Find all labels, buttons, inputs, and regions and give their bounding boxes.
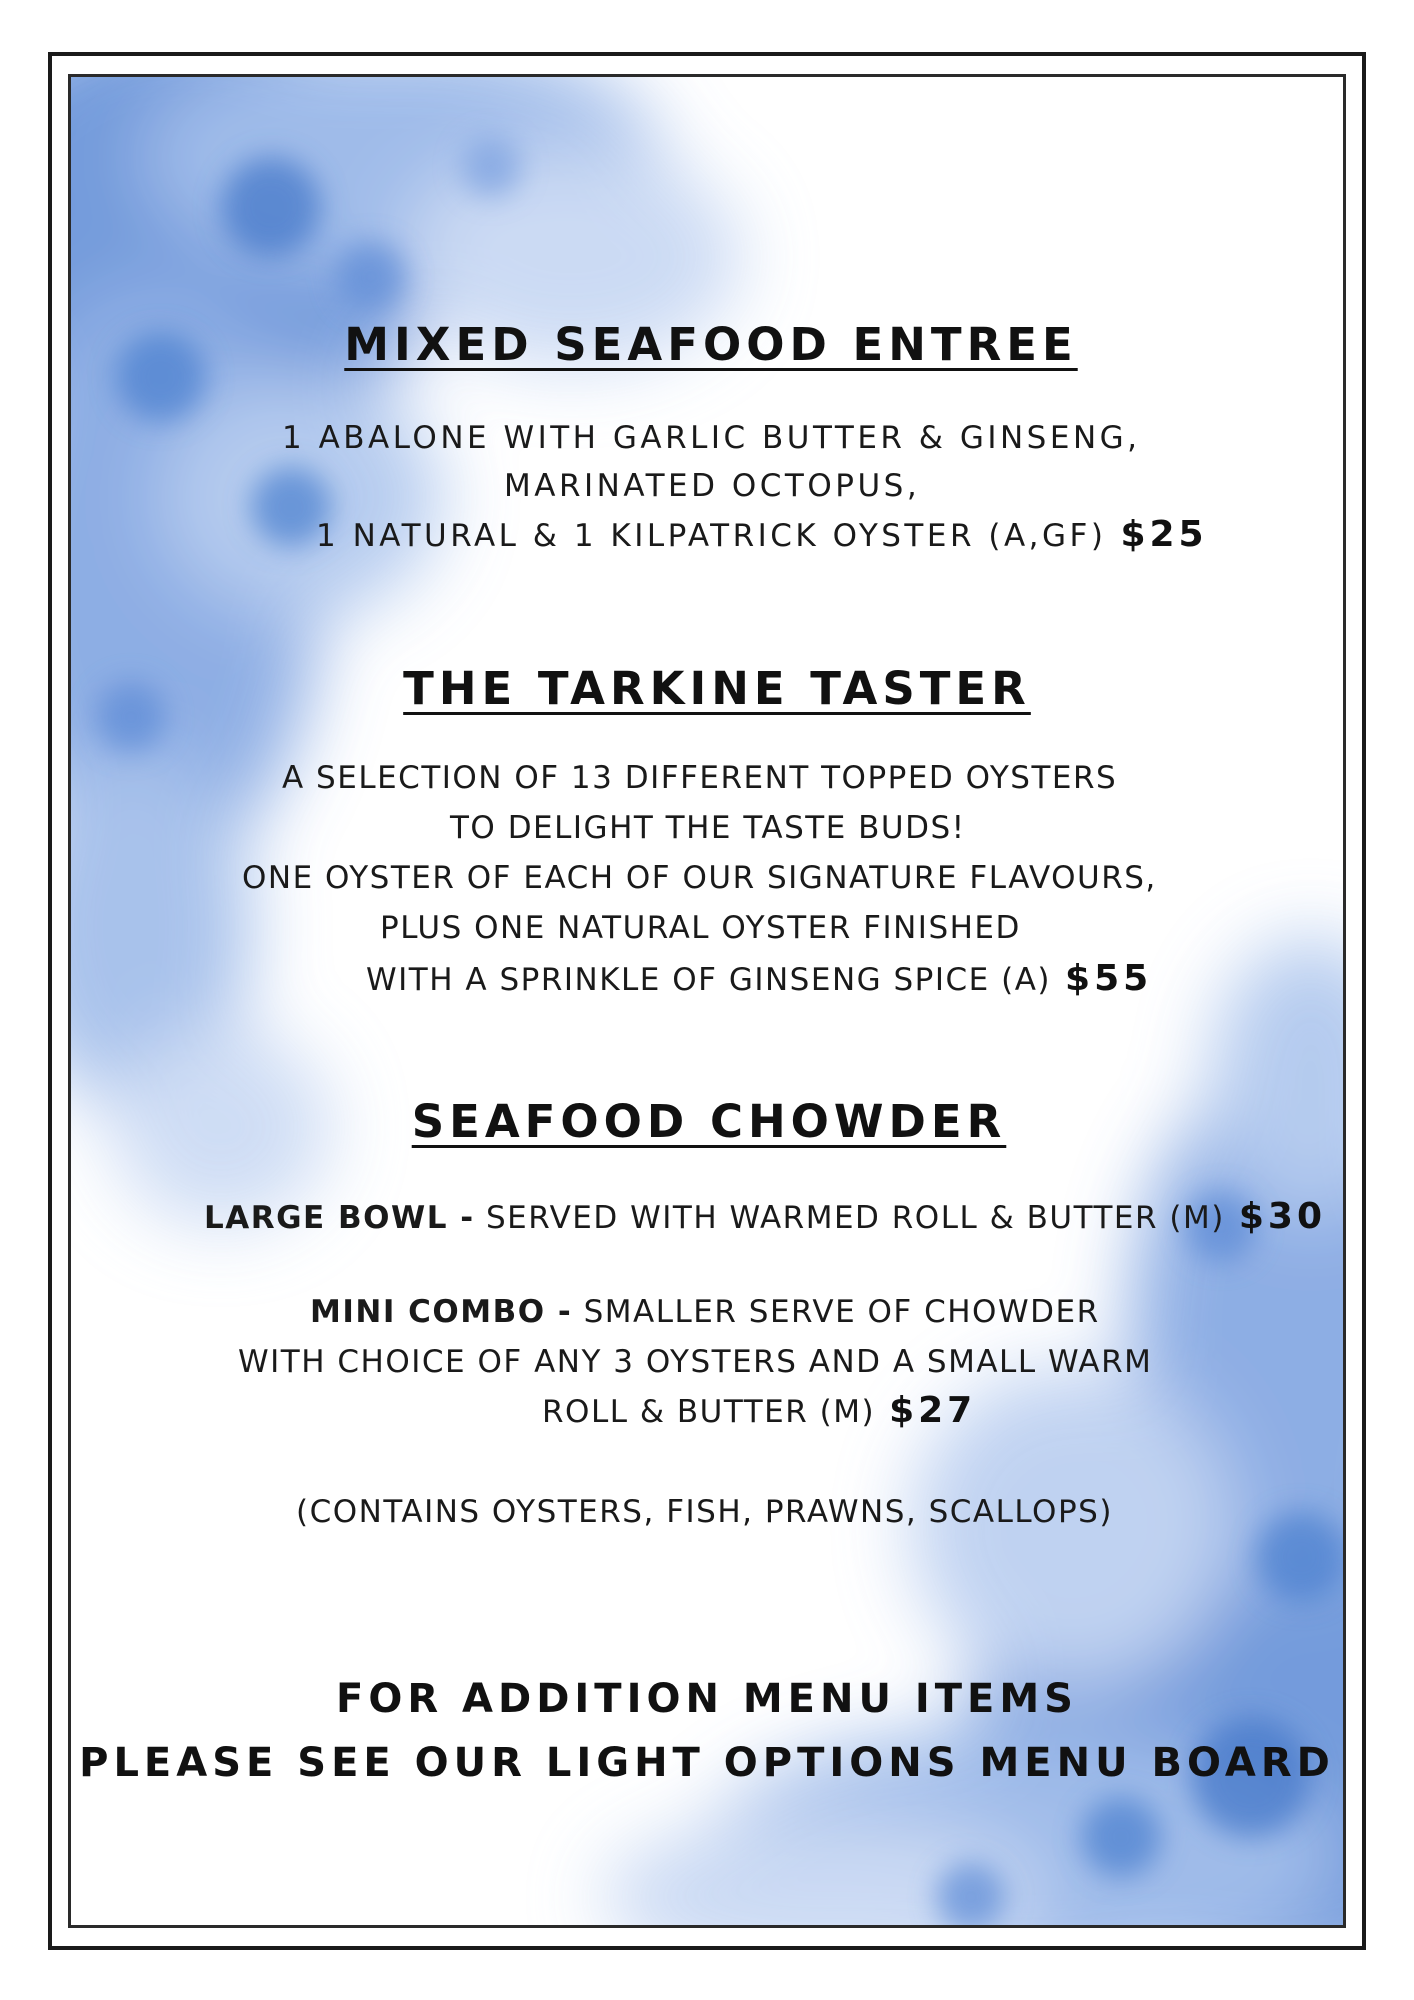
section-heading-mixed-seafood-entree: MIXED SEAFOOD ENTREE bbox=[344, 318, 1078, 371]
taster-line-5-text: WITH A SPRINKLE OF GINSENG SPICE (A) bbox=[366, 962, 1052, 998]
taster-line-5 bbox=[366, 958, 1152, 999]
section-heading-tarkine-taster: THE TARKINE TASTER bbox=[403, 662, 1031, 715]
entree-line-2: MARINATED OCTOPUS, bbox=[504, 468, 921, 504]
taster-line-1: A SELECTION OF 13 DIFFERENT TOPPED OYSTERS bbox=[282, 760, 1118, 796]
chowder-contains-note: (CONTAINS OYSTERS, FISH, PRAWNS, SCALLOPS) bbox=[296, 1494, 1113, 1530]
mini-combo-line-3-text: ROLL & BUTTER (M) bbox=[542, 1394, 876, 1430]
large-bowl-line bbox=[204, 1196, 1326, 1237]
taster-line-4: PLUS ONE NATURAL OYSTER FINISHED bbox=[380, 910, 1021, 946]
entree-price: $25 bbox=[1120, 514, 1208, 555]
mini-combo-line-1-text: SMALLER SERVE OF CHOWDER bbox=[583, 1294, 1100, 1330]
entree-line-1: 1 ABALONE WITH GARLIC BUTTER & GINSENG, bbox=[282, 420, 1141, 456]
taster-line-3: ONE OYSTER OF EACH OF OUR SIGNATURE FLAVOURS, bbox=[242, 860, 1157, 896]
entree-line-3-text: 1 NATURAL & 1 KILPATRICK OYSTER (A,GF) bbox=[316, 518, 1107, 554]
large-bowl-price: $30 bbox=[1238, 1196, 1326, 1237]
mini-combo-line-3 bbox=[542, 1390, 976, 1431]
mini-combo-line-2: WITH CHOICE OF ANY 3 OYSTERS AND A SMALL WARM bbox=[238, 1344, 1153, 1380]
section-heading-seafood-chowder: SEAFOOD CHOWDER bbox=[411, 1095, 1007, 1148]
mini-combo-line-1 bbox=[310, 1294, 1100, 1330]
footer-line-2: PLEASE SEE OUR LIGHT OPTIONS MENU BOARD bbox=[79, 1740, 1335, 1786]
entree-line-3 bbox=[316, 514, 1208, 555]
taster-line-2: TO DELIGHT THE TASTE BUDS! bbox=[450, 810, 966, 846]
mini-combo-name: MINI COMBO - bbox=[310, 1294, 573, 1330]
footer-line-1: FOR ADDITION MENU ITEMS bbox=[336, 1676, 1078, 1722]
large-bowl-name: LARGE BOWL - bbox=[204, 1200, 475, 1236]
taster-price: $55 bbox=[1065, 958, 1153, 999]
mini-combo-price: $27 bbox=[889, 1390, 977, 1431]
large-bowl-desc: SERVED WITH WARMED ROLL & BUTTER (M) bbox=[485, 1200, 1225, 1236]
